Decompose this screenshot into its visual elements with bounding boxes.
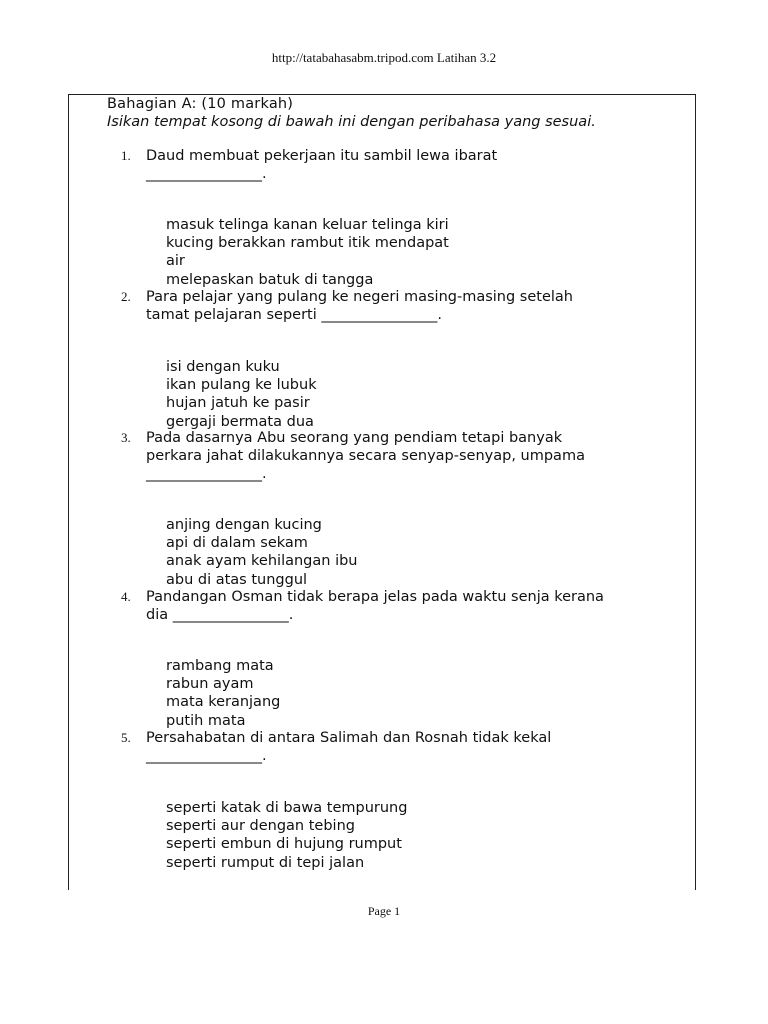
question-number: 5. (121, 730, 131, 745)
option: abu di atas tunggul (166, 571, 308, 588)
option: hujan jatuh ke pasir (166, 395, 310, 412)
page-header: http://tatabahasabm.tripod.com Latihan 3.2 (271, 50, 497, 65)
option: masuk telinga kanan keluar telinga kiri (166, 217, 449, 233)
options-3 (166, 516, 358, 589)
option: putih mata (166, 712, 246, 729)
option: mata keranjang (166, 694, 281, 711)
question-number: 2. (121, 289, 131, 304)
options-1 (166, 216, 449, 289)
question-text: Para pelajar yang pulang ke negeri masing-masing setelah tamat pelajaran seperti ________________. (146, 289, 573, 323)
question-number: 1. (121, 148, 131, 163)
option: isi dengan kuku (166, 359, 280, 375)
option: rabun ayam (166, 676, 254, 693)
question-text: Daud membuat pekerjaan itu sambil lewa ibarat ________________. (146, 148, 498, 182)
option: air (166, 253, 185, 270)
option: seperti katak di bawa tempurung (166, 800, 408, 816)
options-4 (166, 657, 280, 730)
option: melepaskan batuk di tangga (166, 271, 374, 288)
question-text: Persahabatan di antara Salimah dan Rosnah tidak kekal ________________. (146, 730, 552, 764)
page-number: Page 1 (367, 904, 401, 918)
option: ikan pulang ke lubuk (166, 377, 317, 394)
option: kucing berakkan rambut itik mendapat (166, 235, 449, 252)
option: anjing dengan kucing (166, 517, 322, 533)
option: rambang mata (166, 658, 274, 674)
option: anak ayam kehilangan ibu (166, 553, 358, 570)
options-5 (166, 799, 407, 872)
section-title: Bahagian A: (10 markah) (107, 96, 294, 112)
question-number: 4. (121, 589, 131, 604)
option: seperti rumput di tepi jalan (166, 854, 365, 871)
question-text: Pada dasarnya Abu seorang yang pendiam tetapi banyak perkara jahat dilakukannya secara senyap-senyap, umpama ________________. (146, 430, 585, 482)
question-number: 3. (121, 430, 131, 445)
option: seperti aur dengan tebing (166, 818, 355, 835)
content-frame (68, 94, 696, 890)
section-instructions: Isikan tempat kosong di bawah ini dengan peribahasa yang sesuai. (107, 114, 596, 130)
question-text: Pandangan Osman tidak berapa jelas pada waktu senja kerana dia ________________. (146, 589, 604, 623)
option: gergaji bermata dua (166, 413, 314, 430)
options-2 (166, 358, 317, 431)
option: seperti embun di hujung rumput (166, 836, 402, 853)
option: api di dalam sekam (166, 535, 308, 552)
